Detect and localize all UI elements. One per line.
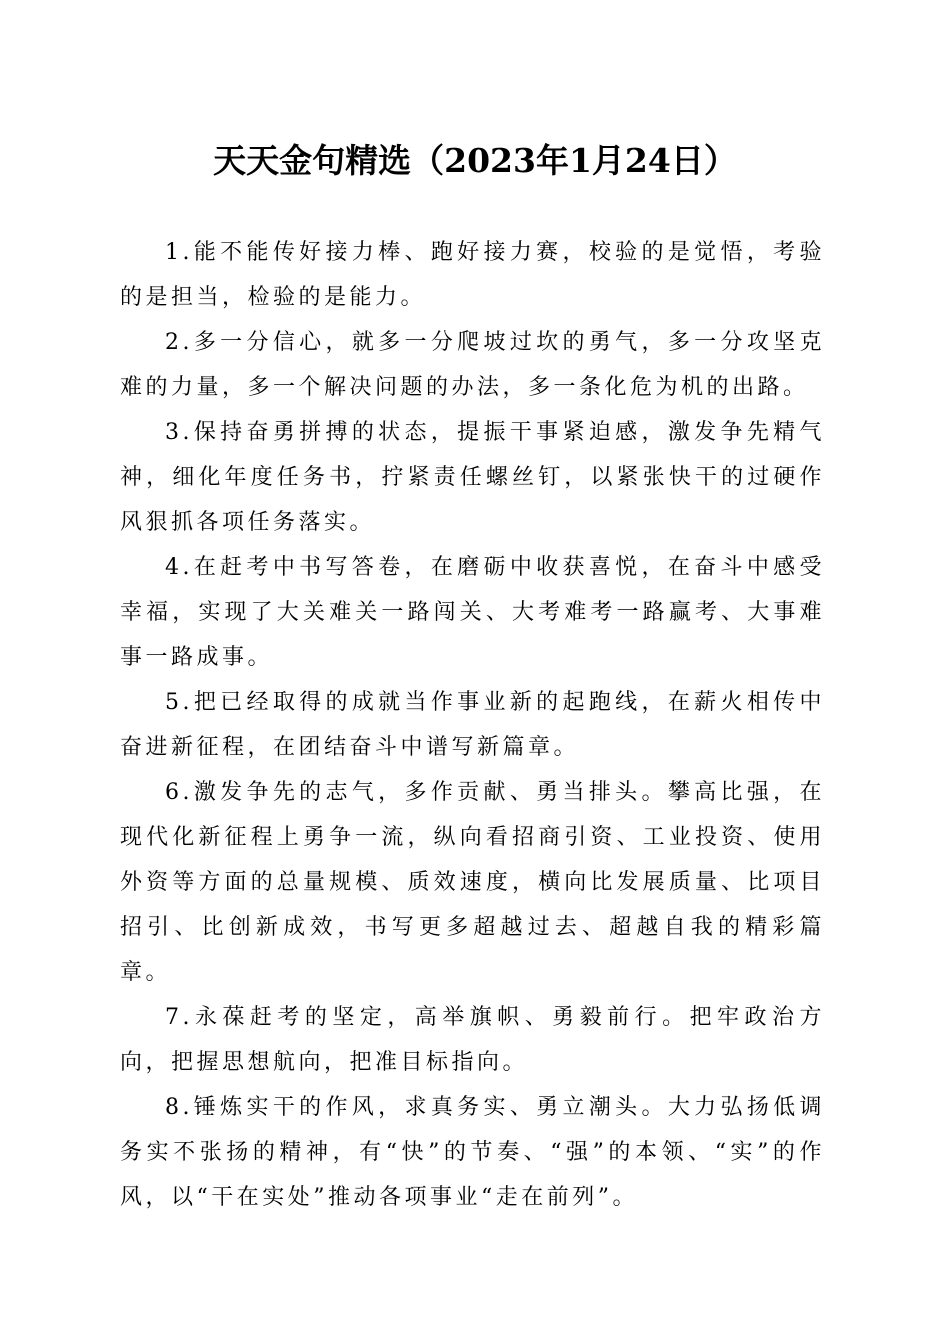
quote-item-3: 3.保持奋勇拼搏的状态，提振干事紧迫感，激发争先精气神，细化年度任务书，拧紧责任螺丝钉，以紧张快干的过硬作风狠抓各项任务落实。 — [120, 420, 825, 535]
quote-item-1: 1.能不能传好接力棒、跑好接力赛，校验的是觉悟，考验的是担当，检验的是能力。 — [120, 240, 825, 310]
quote-item-6: 6.激发争先的志气，多作贡献、勇当排头。攀高比强，在现代化新征程上勇争一流，纵向看招商引资、工业投资、使用外资等方面的总量规模、质效速度，横向比发展质量、比项目招引、比创新成效，书写更多超越过去、超越自我的精彩篇章。 — [120, 780, 825, 985]
quote-list — [120, 230, 825, 1220]
document-title: 天天金句精选（2023年1月24日） — [213, 141, 737, 180]
quote-item-8: 8.锤炼实干的作风，求真务实、勇立潮头。大力弘扬低调务实不张扬的精神，有“快”的节奏、“强”的本领、“实”的作风，以“干在实处”推动各项事业“走在前列”。 — [120, 1095, 825, 1210]
quote-item-7: 7.永葆赶考的坚定，高举旗帜、勇毅前行。把牢政治方向，把握思想航向，把准目标指向。 — [120, 1005, 825, 1075]
quote-item-4: 4.在赶考中书写答卷，在磨砺中收获喜悦，在奋斗中感受幸福，实现了大关难关一路闯关、大考难考一路赢考、大事难事一路成事。 — [120, 555, 825, 670]
quote-item-2: 2.多一分信心，就多一分爬坡过坎的勇气，多一分攻坚克难的力量，多一个解决问题的办法，多一条化危为机的出路。 — [120, 330, 825, 400]
quote-item-5: 5.把已经取得的成就当作事业新的起跑线，在薪火相传中奋进新征程，在团结奋斗中谱写新篇章。 — [120, 690, 825, 760]
